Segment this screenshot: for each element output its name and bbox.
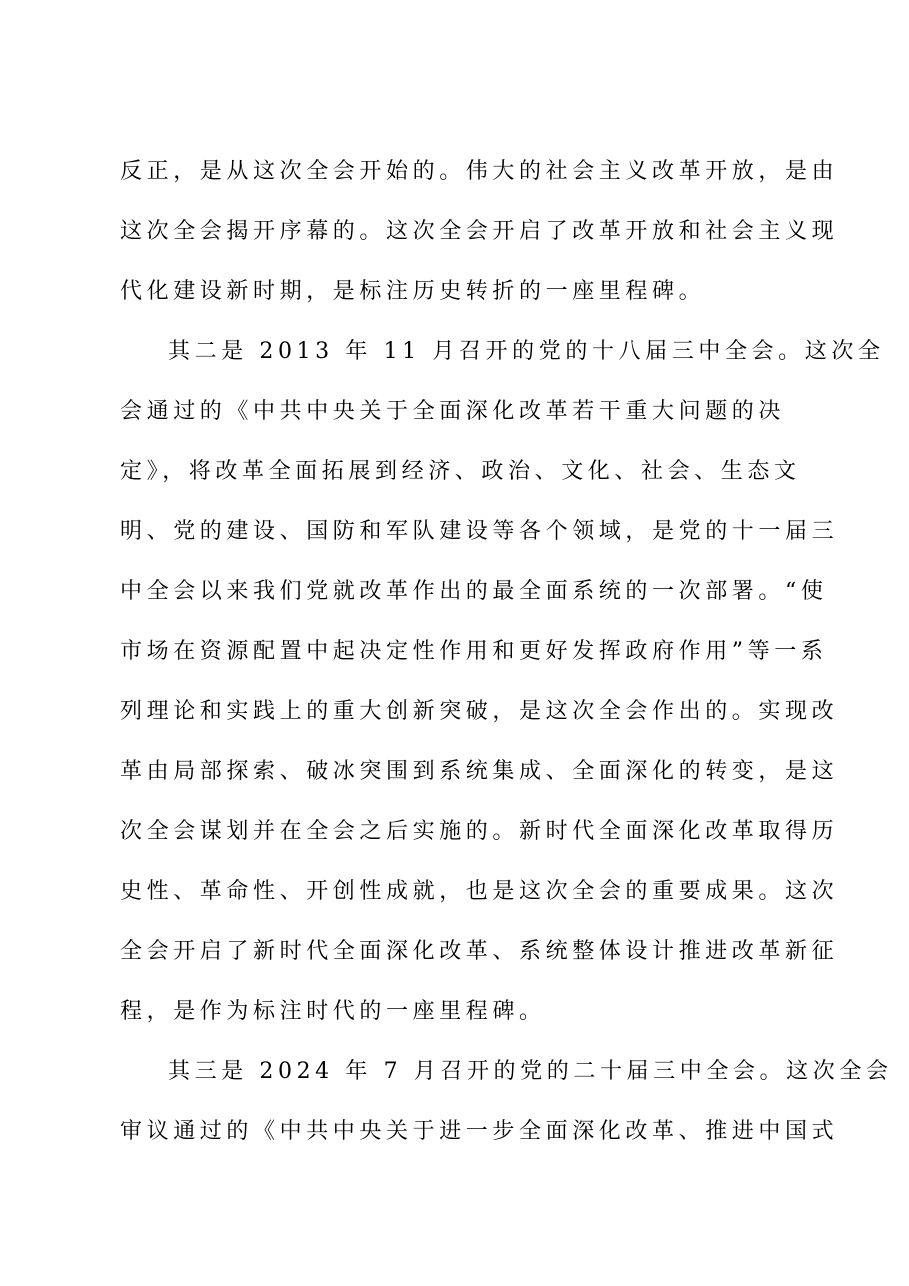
text-line: 次全会谋划并在全会之后实施的。新时代全面深化改革取得历 xyxy=(120,819,839,844)
text-line: 程，是作为标注时代的一座里程碑。 xyxy=(120,999,546,1024)
document-body xyxy=(120,142,893,1162)
text-line: 史性、革命性、开创性成就，也是这次全会的重要成果。这次 xyxy=(120,879,839,904)
text-line: 这次全会揭开序幕的。这次全会开启了改革开放和社会主义现 xyxy=(120,219,839,244)
text-line: 市场在资源配置中起决定性作用和更好发挥政府作用”等一系 xyxy=(120,639,828,664)
text-line: 列理论和实践上的重大创新突破，是这次全会作出的。实现改 xyxy=(120,699,839,724)
text-line: 定》，将改革全面拓展到经济、政治、文化、社会、生态文 xyxy=(120,459,801,484)
paragraph-start-line: 其二是 2013 年 11 月召开的党的十八届三中全会。这次全 xyxy=(168,339,885,364)
text-line: 全会开启了新时代全面深化改革、系统整体设计推进改革新征 xyxy=(120,939,839,964)
text-line: 代化建设新时期，是标注历史转折的一座里程碑。 xyxy=(120,279,706,304)
text-line: 中全会以来我们党就改革作出的最全面系统的一次部署。“使 xyxy=(120,579,828,604)
paragraph-start-line: 其三是 2024 年 7 月召开的党的二十届三中全会。这次全会 xyxy=(168,1059,893,1084)
text-line: 审议通过的《中共中央关于进一步全面深化改革、推进中国式 xyxy=(120,1119,839,1144)
text-line: 革由局部探索、破冰突围到系统集成、全面深化的转变，是这 xyxy=(120,759,839,784)
text-line: 反正，是从这次全会开始的。伟大的社会主义改革开放，是由 xyxy=(120,159,839,184)
text-line: 明、党的建设、国防和军队建设等各个领域，是党的十一届三 xyxy=(120,519,839,544)
text-line: 会通过的《中共中央关于全面深化改革若干重大问题的决 xyxy=(120,399,786,424)
